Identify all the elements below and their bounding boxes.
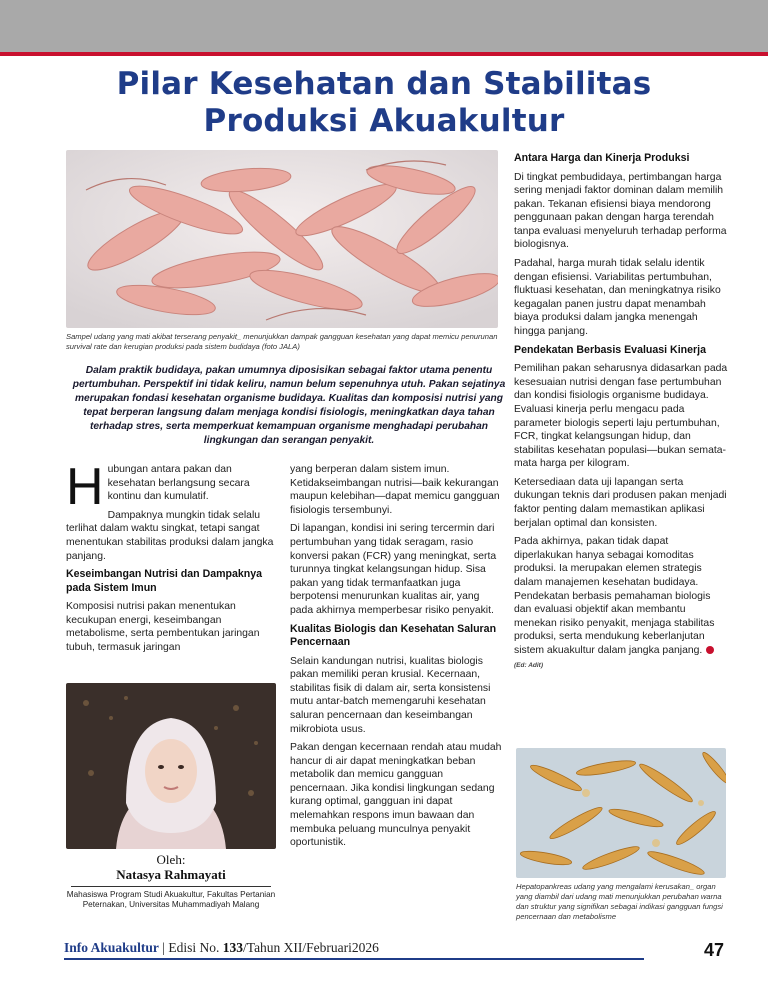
col2-heading: Kualitas Biologis dan Kesehatan Saluran Pencernaan [290, 622, 497, 649]
col2-paragraph-3: Selain kandungan nutrisi, kualitas biologis pakan memiliki peran krusial. Kecernaan, stabilitas fisik di dalam air, serta konsistensi mutu antar-batch memengaruhi kesehatan saluran pencernaan dan keseimbangan mikrobiota usus. [290, 655, 491, 735]
page-number: 47 [703, 940, 724, 960]
col2-paragraph-2: Di lapangan, kondisi ini sering tercermin dari pertumbuhan yang tidak seragam, rasio konversi pakan (FCR) yang meningkat, serta turunnya tingkat kelangsungan hidup. Sisa pakan yang tidak termanfaatkan juga berpotensi menurunkan kualitas air, yang pada akhirnya memperbesar risiko penyakit. [290, 523, 497, 616]
hepatopancreas-caption: Hepatopankreas udang yang mengalami kerusakan_ organ yang diambil dari udang mati menunjukkan perubahan warna dan struktur yang signifikan sebagai indikasi gangguan fungsi pencernaan dan metabolisme [516, 882, 723, 921]
shrimp-photo-caption: Sampel udang yang mati akibat terserang penyakit_ menunjukkan dampak gangguan kesehatan yang dapat memicu penurunan survival rate dan kerugian produksi pada sistem budidaya (foto JALA) [66, 332, 498, 351]
editor-credit: (Ed: Adit) [514, 661, 543, 669]
col1-paragraph-2: Dampaknya mungkin tidak selalu terlihat dalam waktu singkat, tetapi sangat menentukan stabilitas produksi dalam jangka panjang. [66, 509, 274, 562]
column-3 [514, 150, 728, 677]
col2-paragraph-4: Pakan dengan kecernaan rendah atau mudah hancur di air dapat meningkatkan beban metabolik dan memicu gangguan pencernaan. Jika kondisi lingkungan sedang kurang optimal, gangguan ini dapat melemahkan respons imun bawaan dan membuka peluang munculnya penyakit oportunistik. [290, 742, 502, 849]
magazine-name: Info Akuakultur [64, 940, 159, 955]
column-1 [66, 458, 278, 660]
intro-paragraph [66, 458, 278, 516]
footer-rule [64, 958, 644, 960]
col3-heading-2: Pendekatan Berbasis Evaluasi Kinerja [514, 343, 706, 356]
shrimp-photo [66, 150, 498, 328]
author-name: Natasya Rahmayati [116, 867, 226, 882]
col3-paragraph-2: Padahal, harga murah tidak selalu identik dengan efisiensi. Variabilitas pertumbuhan, fluktuasi kesehatan, dan meningkatnya risiko kegagalan panen justru dapat menambah biaya produksi dalam jangka menengah hingga panjang. [514, 258, 721, 338]
author-by-label: Oleh: [156, 852, 186, 867]
edition-suffix: /Tahun XII/Februari2026 [243, 940, 379, 955]
edition-number: 133 [222, 940, 244, 955]
hepatopancreas-photo [516, 748, 726, 878]
col1-heading: Keseimbangan Nutrisi dan Dampaknya pada Sistem Imun [66, 568, 263, 594]
col3-paragraph-4: Ketersediaan data uji lapangan serta dukungan teknis dari produsen pakan menjadi faktor penting dalam memastikan aplikasi berjalan optimal dan konsisten. [514, 476, 727, 529]
col2-paragraph-1: yang berperan dalam sistem imun. Ketidakseimbangan nutrisi—baik kekurangan maupun kelebihan—dapat memicu gangguan fisiologis tersembunyi. [290, 464, 500, 516]
author-affiliation: Mahasiswa Program Studi Akuakultur, Fakultas Pertanian Peternakan, Universitas Muhammadiyah Malang [66, 890, 276, 909]
col3-paragraph-5 [514, 535, 728, 672]
end-mark-icon [706, 646, 714, 654]
intro-text: ubungan antara pakan dan kesehatan berlangsung secara kontinu dan kumulatif. [107, 464, 250, 503]
article-title: Pilar Kesehatan dan Stabilitas Produksi Akuakultur [116, 66, 652, 139]
col1-paragraph-3: Komposisi nutrisi pakan menentukan kecukupan energi, keseimbangan metabolisme, serta pembentukan jaringan tubuh, termasuk jaringan [66, 601, 260, 653]
edition-prefix: | Edisi No. [162, 940, 220, 955]
author-photo [66, 683, 276, 849]
col3-paragraph-1: Di tingkat pembudidaya, pertimbangan harga sering menjadi faktor dominan dalam memilih pakan. Tekanan efisiensi biaya mendorong penggunaan pakan dengan harga terendah tanpa evaluasi menyeluruh terhadap performa biologisnya. [514, 171, 727, 251]
top-red-line [0, 52, 768, 56]
author-divider [71, 886, 271, 887]
page-footer [64, 940, 379, 956]
drop-cap: H [66, 458, 104, 516]
col3-paragraph-3: Pemilihan pakan seharusnya didasarkan pada kesesuaian nutrisi dengan fase pertumbuhan dan kondisi fisiologis organisme budidaya. Evaluasi kinerja perlu mengacu pada parameter biologis seperti laju pertumbuhan, FCR, tingkat kelangsungan hidup, dan stabilitas kesehatan populasi—bukan semata-mata harga per kilogram. [514, 363, 728, 470]
top-gray-bar [0, 0, 768, 52]
closing-text: Pada akhirnya, pakan tidak dapat diperlakukan hanya sebagai komoditas produksi. Ia merupakan elemen strategis dalam manajemen kesehatan budidaya. Pendekatan berbasis pemahaman biologis dan evaluasi objektif akan membantu menekan risiko penyakit, menjaga stabilitas produksi, serta mendukung keberlanjutan sistem akuakultur dalam jangka panjang. [514, 536, 715, 656]
lead-paragraph: Dalam praktik budidaya, pakan umumnya diposisikan sebagai faktor utama penentu pertumbuhan. Perspektif ini tidak keliru, namun belum sepenuhnya utuh. Pakan sejatinya merupakan fondasi kesehatan organisme budidaya. Kualitas dan komposisi nutrisi yang tepat berperan langsung dalam menjaga kondisi fisiologis, meningkatkan daya tahan terhadap stres, serta memperkuat kemampuan organisme menghadapi perubahan lingkungan dan serangan penyakit. [72, 365, 506, 446]
column-2 [290, 463, 502, 855]
col3-heading-1: Antara Harga dan Kinerja Produksi [514, 152, 690, 164]
author-block [66, 852, 276, 910]
